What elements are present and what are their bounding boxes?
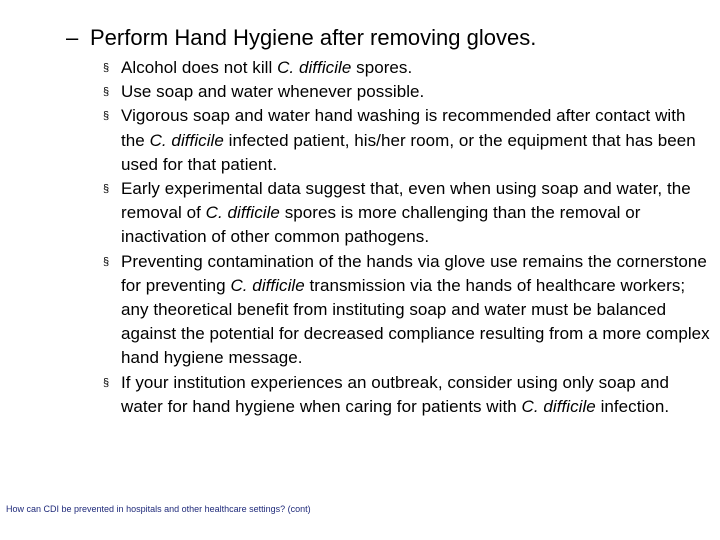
bullet-text: Early experimental data suggest that, even when using soap and water, the removal of	[121, 179, 691, 223]
bullet-marker-icon: §	[103, 376, 110, 389]
bullet-marker-icon: §	[103, 86, 110, 99]
bullet-text: Preventing contamination of the hands via glove use remains the cornerstone for preventing	[121, 251, 707, 295]
bullet-list	[100, 56, 710, 419]
bullet-marker-icon: §	[103, 183, 110, 196]
bullet-text: spores.	[351, 58, 413, 77]
bullet-item	[100, 104, 710, 177]
italic-term: C. difficile	[205, 203, 280, 223]
bullet-item	[100, 56, 710, 80]
bullet-item	[100, 80, 710, 104]
italic-term: C. difficile	[521, 396, 596, 416]
dash-marker: –	[66, 25, 79, 50]
bullet-item	[100, 177, 710, 250]
bullet-text: If your institution experiences an outbreak, consider using only soap and water for hand hygiene when caring for patients with	[121, 372, 669, 416]
italic-term: C. difficile	[149, 130, 224, 150]
heading	[66, 24, 536, 52]
bullet-text: infected patient, his/her room, or the equipment that has been used for that patient.	[121, 130, 696, 174]
bullet-text: infection.	[595, 396, 670, 416]
italic-term: C. difficile	[277, 58, 352, 77]
bullet-text: Vigorous soap and water hand washing is recommended after contact with the	[121, 106, 686, 150]
bullet-marker-icon: §	[103, 255, 110, 268]
bullet-marker-icon: §	[103, 110, 110, 123]
bullet-marker-icon: §	[103, 62, 110, 74]
bullet-item	[100, 250, 710, 371]
bullet-text: transmission via the hands of healthcare workers; any theoretical benefit from instituting soap and water must be balanced against the potential for decreased compliance resulting from a more complex hand hygiene message.	[121, 275, 710, 368]
footer-caption: How can CDI be prevented in hospitals and other healthcare settings? (cont)	[6, 504, 311, 514]
bullet-item	[100, 371, 710, 419]
heading-text: Perform Hand Hygiene after removing gloves.	[90, 25, 537, 50]
bullet-text: spores is more challenging than the removal or inactivation of other common pathogens.	[121, 203, 641, 247]
italic-term: C. difficile	[230, 275, 305, 295]
bullet-text: Use soap and water whenever possible.	[121, 82, 425, 102]
bullet-text: Alcohol does not kill	[121, 58, 278, 77]
